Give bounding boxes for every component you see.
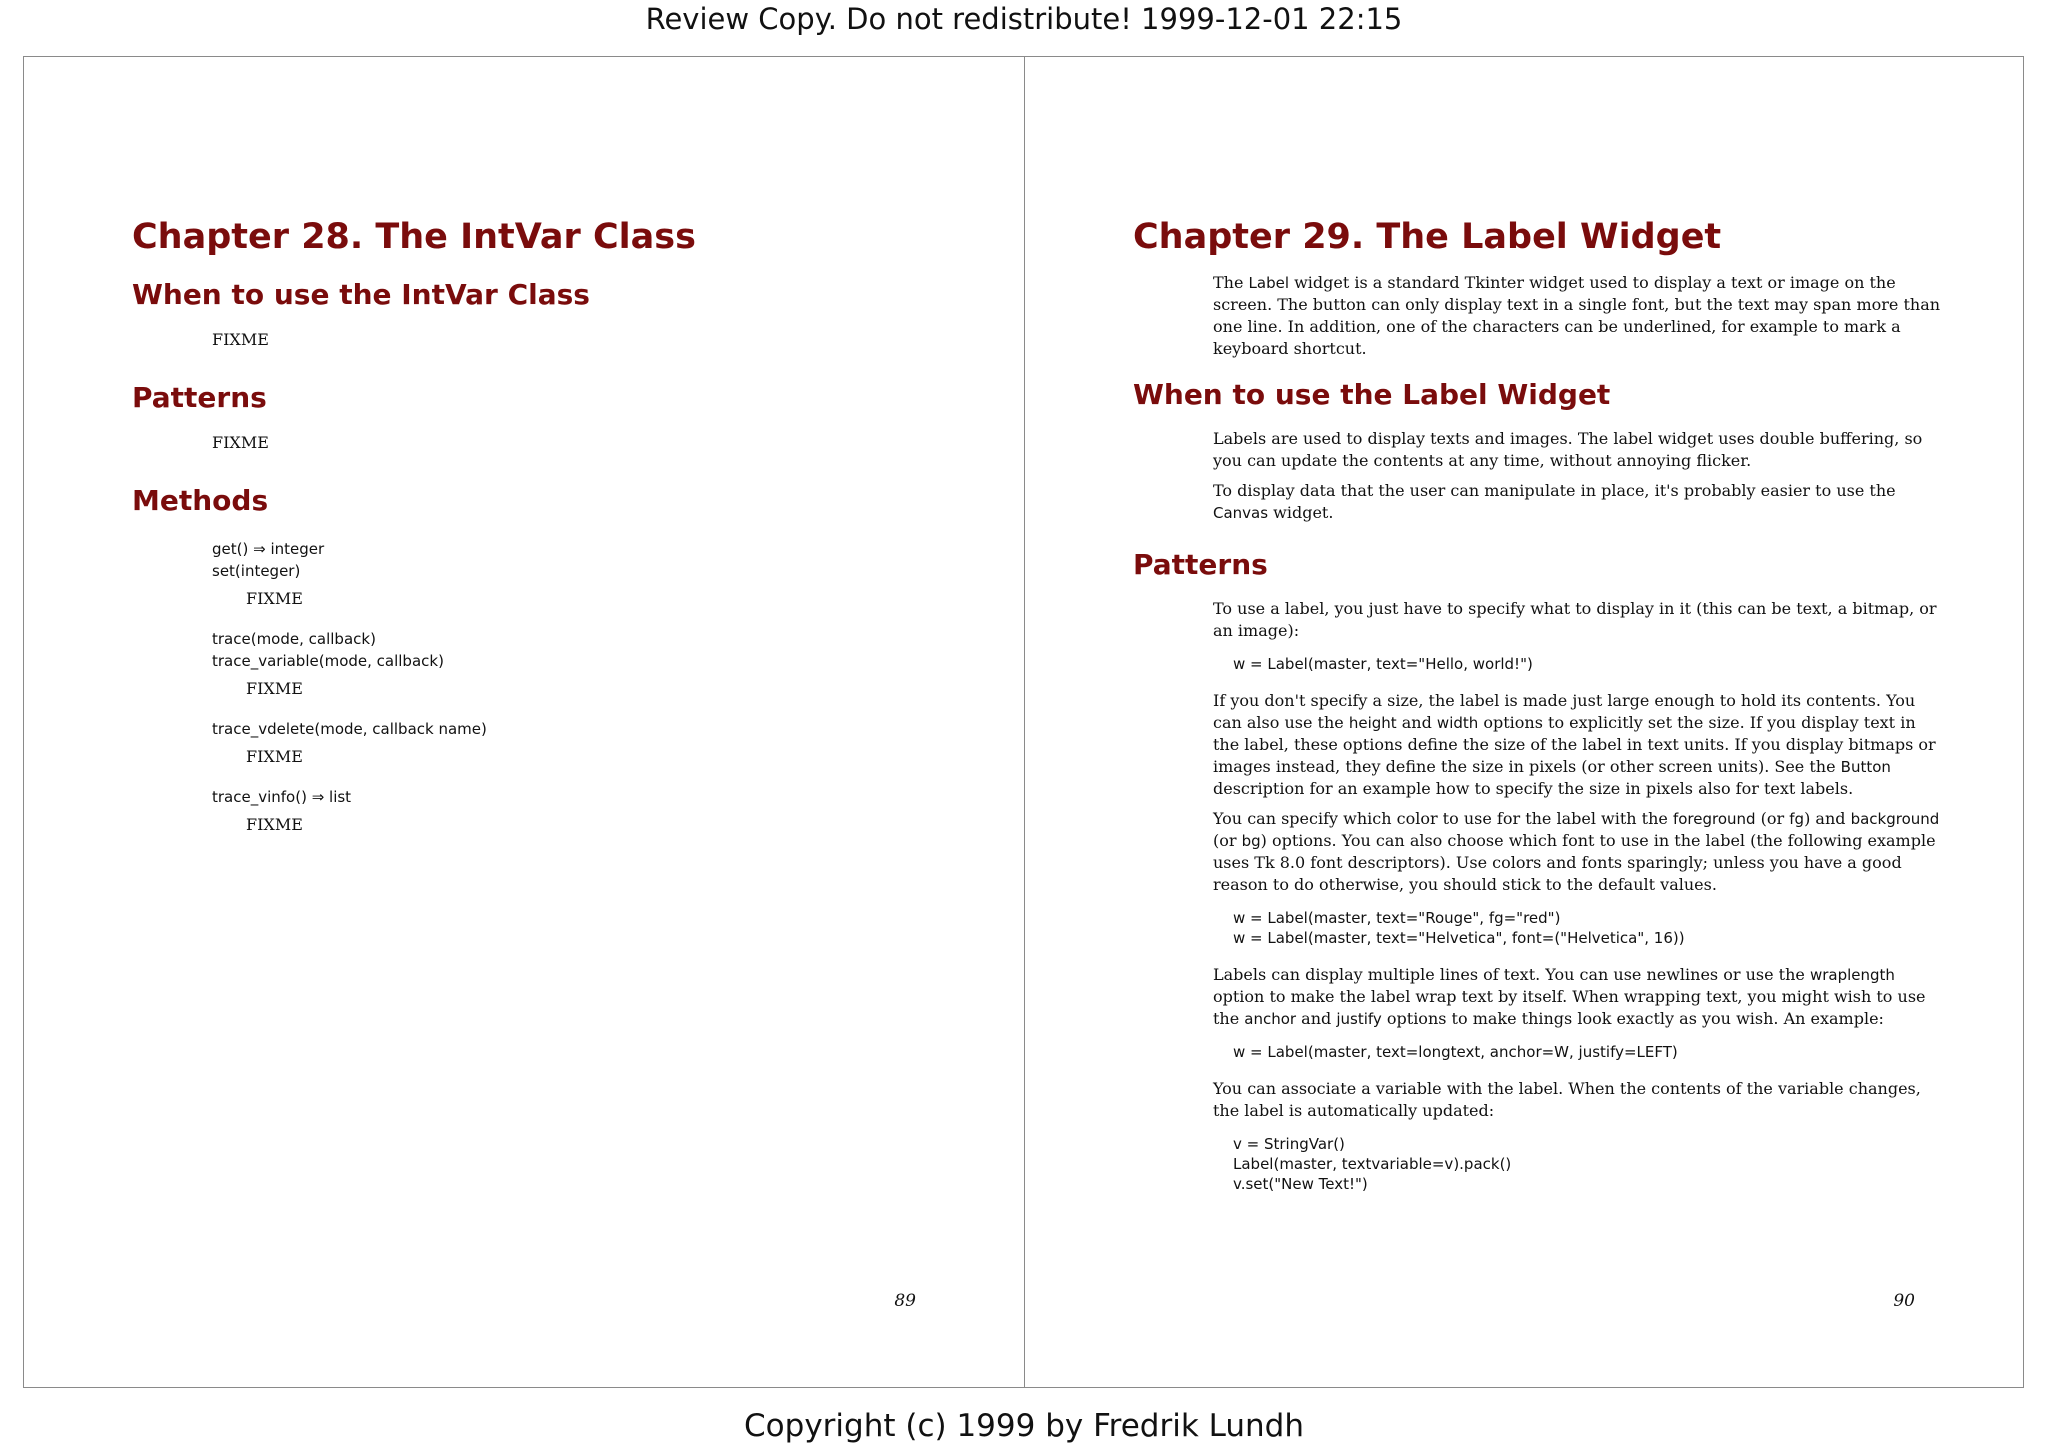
- chapter-title: Chapter 28. The IntVar Class: [132, 217, 696, 257]
- patterns-paragraph: You can specify which color to use for the label with the foreground (or fg) and background (or bg) options. You can also choose which font to use in the label (the following example uses Tk 8.0 font descriptors). Use colors and fonts sparingly; unless you have a good reason to do otherwise, you should stick to the default values.: [1213, 809, 1940, 894]
- method-description: FIXME: [246, 815, 303, 834]
- when-text: FIXME: [212, 330, 269, 349]
- code-block: [1233, 654, 1943, 674]
- section-heading-when: When to use the IntVar Class: [132, 278, 590, 311]
- page-number: 90: [1893, 1291, 1915, 1311]
- method-signature: trace_vdelete(mode, callback name): [212, 720, 487, 738]
- method-signature: trace_vinfo() ⇒ list: [212, 788, 352, 806]
- code-block: [1233, 1042, 1943, 1062]
- section-heading-patterns: Patterns: [132, 381, 267, 414]
- methods-list: [132, 538, 944, 836]
- section-heading-when: When to use the Label Widget: [1133, 378, 1611, 411]
- method-entry: [132, 786, 944, 836]
- method-entry: [132, 628, 944, 700]
- when-paragraph: To display data that the user can manipulate in place, it's probably easier to use the Canvas widget.: [1213, 481, 1896, 522]
- left-page-content: [132, 216, 944, 854]
- patterns-paragraph: If you don't specify a size, the label is made just large enough to hold its contents. You can also use the height and width options to explicitly set the size. If you display text in the label, these options define the size of the label in text units. If you display bitmaps or images instead, they define the size in pixels (or other screen units). See the Button description for an example how to specify the size in pixels also for text labels.: [1213, 691, 1936, 798]
- code-block: [1233, 908, 1943, 948]
- review-copy-banner: Review Copy. Do not redistribute! 1999-12-01 22:15: [645, 2, 1403, 36]
- method-description: FIXME: [246, 747, 303, 766]
- patterns-text: FIXME: [212, 433, 269, 452]
- method-entry: [132, 718, 944, 768]
- method-signature: trace(mode, callback): [212, 630, 376, 648]
- method-signature: get() ⇒ integer: [212, 540, 325, 558]
- intro-paragraph: The Label widget is a standard Tkinter widget used to display a text or image on the screen. The button can only display text in a single font, but the text may span more than one line. In addition, one of the characters can be underlined, for example to mark a keyboard shortcut.: [1213, 273, 1941, 358]
- patterns-paragraph: To use a label, you just have to specify what to display in it (this can be text, a bitmap, or an image):: [1213, 599, 1937, 640]
- when-paragraph: Labels are used to display texts and images. The label widget uses double buffering, so you can update the contents at any time, without annoying flicker.: [1213, 429, 1923, 470]
- left-page: [23, 56, 1025, 1388]
- chapter-title: Chapter 29. The Label Widget: [1133, 217, 1722, 257]
- code-snippet: w = Label(master, text="Hello, world!"): [1233, 655, 1533, 673]
- right-page-content: [1133, 216, 1943, 1210]
- inline-code: Label: [1248, 274, 1289, 292]
- method-entry: [132, 538, 944, 610]
- method-description: FIXME: [246, 679, 303, 698]
- code-block: [1233, 1134, 1943, 1194]
- patterns-paragraph: You can associate a variable with the label. When the contents of the variable changes, the label is automatically updated:: [1213, 1079, 1921, 1120]
- method-signature: trace_variable(mode, callback): [212, 652, 444, 670]
- section-heading-patterns: Patterns: [1133, 548, 1268, 581]
- patterns-paragraph: Labels can display multiple lines of text. You can use newlines or use the wraplength option to make the label wrap text by itself. When wrapping text, you might wish to use the anchor and justify options to make things look exactly as you wish. An example:: [1213, 965, 1926, 1028]
- method-signature: set(integer): [212, 562, 301, 580]
- code-snippet: v = StringVar() Label(master, textvariable=v).pack() v.set("New Text!"): [1233, 1135, 1512, 1193]
- copyright-banner: Copyright (c) 1999 by Fredrik Lundh: [744, 1408, 1304, 1444]
- section-heading-methods: Methods: [132, 484, 269, 517]
- code-snippet: w = Label(master, text="Rouge", fg="red") w = Label(master, text="Helvetica", font=("Helvetica", 16)): [1233, 909, 1685, 947]
- page-number: 89: [894, 1291, 916, 1311]
- method-description: FIXME: [246, 589, 303, 608]
- code-snippet: w = Label(master, text=longtext, anchor=W, justify=LEFT): [1233, 1043, 1678, 1061]
- right-page: [1024, 56, 2024, 1388]
- inline-code: Canvas: [1213, 504, 1269, 522]
